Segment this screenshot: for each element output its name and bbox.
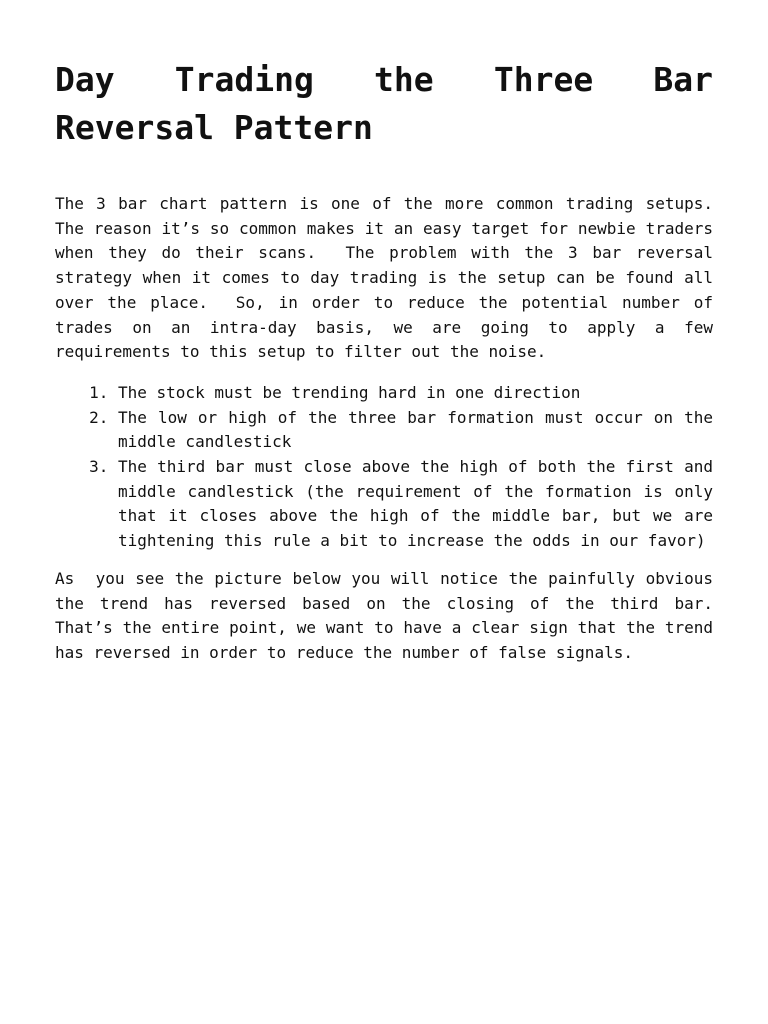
article xyxy=(55,56,733,666)
list-item: 2. The low or high of the three bar formation must occur on the middle candlestick xyxy=(118,406,713,455)
requirements-list xyxy=(55,381,713,554)
closing-paragraph: As you see the picture below you will notice the painfully obvious the trend has reversed based on the closing of the third bar. That’s the entire point, we want to have a clear sign that the trend has reversed in order to reduce the number of false signals. xyxy=(55,568,733,662)
list-item: 1. The stock must be trending hard in one direction xyxy=(118,381,713,406)
list-item: 3. The third bar must close above the high of both the first and middle candlestick (the requirement of the formation is only that it closes above the high of the middle bar, but we are tightening this rule a bit to increase the odds in our favor) xyxy=(118,455,713,554)
article-title: Day Trading the Three Bar Reversal Pattern xyxy=(55,60,713,147)
intro-paragraph: The 3 bar chart pattern is one of the more common trading setups. The reason it’s so common makes it an easy target for newbie traders when they do their scans. The problem with the 3 bar reversal strategy when it comes to day trading is the setup can be found all over the place. So, in order to reduce the potential number of trades on an intra-day basis, we are going to apply a few requirements to this setup to filter out the noise. xyxy=(55,194,733,362)
